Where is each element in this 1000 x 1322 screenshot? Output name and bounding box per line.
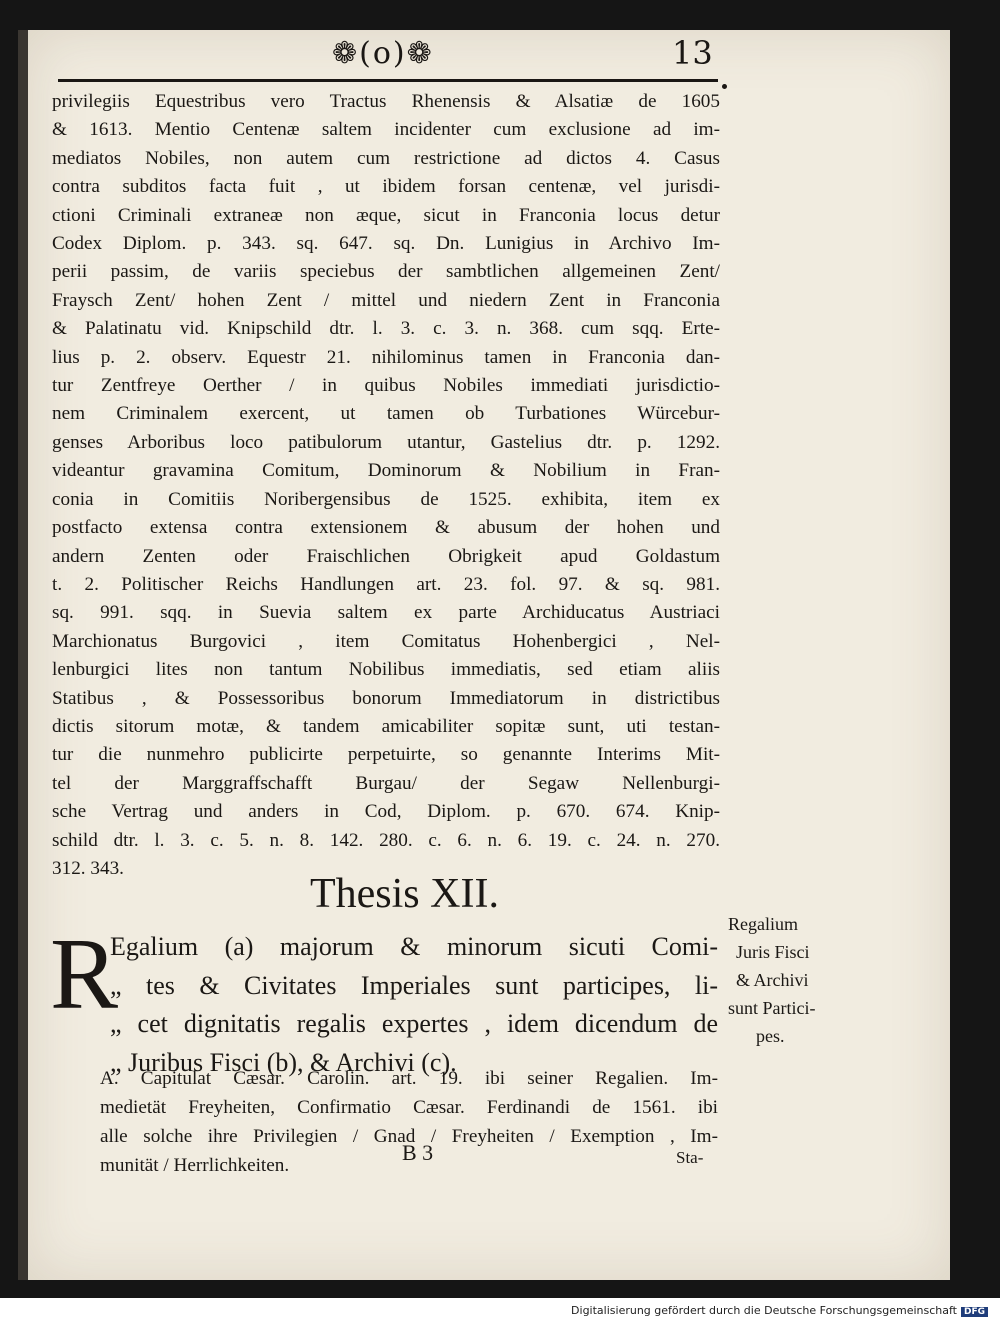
marginal-line: & Archivi xyxy=(736,970,809,990)
thesis-line: „ cet dignitatis regalis expertes , idem dicendum de xyxy=(110,1009,718,1038)
marginal-note xyxy=(728,910,848,1050)
marginal-line: Regalium xyxy=(728,914,798,934)
footer-credit xyxy=(571,1304,988,1317)
body-line: & 1613. Mentio Centenæ saltem incidenter cum exclusione ad im- xyxy=(52,119,720,141)
body-line: dictis sitorum motæ, & tandem amicabiliter sopitæ sunt, uti testan- xyxy=(52,715,720,737)
body-line: lius p. 2. observ. Equestr 21. nihilominus tamen in Franconia dan- xyxy=(52,346,720,368)
body-line: lenburgici lites non tantum Nobilibus immediatis, sed etiam aliis xyxy=(52,659,720,681)
body-text xyxy=(52,88,720,883)
footer-text: Digitalisierung gefördert durch die Deutsche Forschungsgemeinschaft xyxy=(571,1304,957,1317)
body-line: tel der Marggraffschafft Burgau/ der Segaw Nellenburgi- xyxy=(52,772,720,794)
marginal-line: sunt Partici- xyxy=(728,998,816,1018)
body-line: tur Zentfreye Oerther / in quibus Nobiles immediati jurisdictio- xyxy=(52,375,720,397)
body-line: nem Criminalem exercent, ut tamen ob Turbationes Würcebur- xyxy=(52,403,720,425)
body-line: postfacto extensa contra extensionem & abusum der hohen und xyxy=(52,517,720,539)
body-line: Fraysch Zent/ hohen Zent / mittel und niedern Zent in Franconia xyxy=(52,289,720,311)
dfg-logo: DFG xyxy=(961,1307,988,1317)
thesis-text xyxy=(110,928,718,1082)
footnote-line: alle solche ihre Privilegien / Gnad / Freyheiten / Exemption , Im- xyxy=(100,1126,718,1147)
body-line: Codex Diplom. p. 343. sq. 647. sq. Dn. Lunigius in Archivo Im- xyxy=(52,233,720,255)
drop-cap: R xyxy=(50,918,119,1031)
body-line: & Palatinatu vid. Knipschild dtr. l. 3. c. 3. n. 368. cum sqq. Erte- xyxy=(52,318,720,340)
marginal-line: Juris Fisci xyxy=(736,942,810,962)
footnote-line: medietät Freyheiten, Confirmatio Cæsar. Ferdinandi de 1561. ibi xyxy=(100,1097,718,1118)
body-line: mediatos Nobiles, non autem cum restrictione ad dictos 4. Casus xyxy=(52,147,720,169)
body-line: genses Arboribus loco patibulorum utantur, Gastelius dtr. p. 1292. xyxy=(52,431,720,453)
body-line: videantur gravamina Comitum, Dominorum & Nobilium in Fran- xyxy=(52,460,720,482)
body-line: Statibus , & Possessoribus bonorum Immediatorum in districtibus xyxy=(52,687,720,709)
body-line: ctioni Criminali extraneæ non æque, sicut in Franconia locus detur xyxy=(52,204,720,226)
footnote-line: A. Capitulat Cæsar. Carolin. art. 19. ibi seiner Regalien. Im- xyxy=(100,1068,718,1089)
body-line: sche Vertrag und anders in Cod, Diplom. p. 670. 674. Knip- xyxy=(52,801,720,823)
body-line: privilegiis Equestribus vero Tractus Rhenensis & Alsatiæ de 1605 xyxy=(52,91,720,112)
thesis-line: „ tes & Civitates Imperiales sunt participes, li- xyxy=(110,970,718,1000)
body-line: 312. 343. xyxy=(52,857,124,879)
marginal-line: pes. xyxy=(756,1026,785,1046)
body-line: conia in Comitiis Noribergensibus de 1525. exhibita, item ex xyxy=(52,488,720,510)
thesis-line: „ Juribus Fisci (b), & Archivi (c). xyxy=(110,1047,457,1077)
catchword: Sta- xyxy=(676,1148,704,1167)
body-line: contra subditos facta fuit , ut ibidem forsan centenæ, vel jurisdi- xyxy=(52,176,720,198)
signature-mark: B 3 xyxy=(402,1140,434,1165)
body-line: schild dtr. l. 3. c. 5. n. 8. 142. 280. c. 6. n. 6. 19. c. 24. n. 270. xyxy=(52,829,720,851)
footnote-line: munität / Herrlichkeiten. xyxy=(100,1155,290,1176)
rule-dot xyxy=(722,84,727,89)
page-number: 13 xyxy=(672,34,713,72)
thesis-line: Egalium (a) majorum & minorum sicuti Comi- xyxy=(110,932,718,961)
body-line: perii passim, de variis speciebus der sambtlichen allgemeinen Zent/ xyxy=(52,261,720,283)
body-line: t. 2. Politischer Reichs Handlungen art. 23. fol. 97. & sq. 981. xyxy=(52,573,720,595)
body-line: tur die nunmehro publicirte perpetuirte, so genannte Interims Mit- xyxy=(52,744,720,766)
header-rule xyxy=(58,79,718,82)
body-line: Marchionatus Burgovici , item Comitatus Hohenbergici , Nel- xyxy=(52,630,720,652)
thesis-title: Thesis XII. xyxy=(310,871,499,917)
body-line: andern Zenten oder Fraischlichen Obrigkeit apud Goldastum xyxy=(52,545,720,567)
header-ornament: ❁(o)❁ xyxy=(332,36,434,71)
body-line: sq. 991. sqq. in Suevia saltem ex parte Archiducatus Austriaci xyxy=(52,602,720,624)
